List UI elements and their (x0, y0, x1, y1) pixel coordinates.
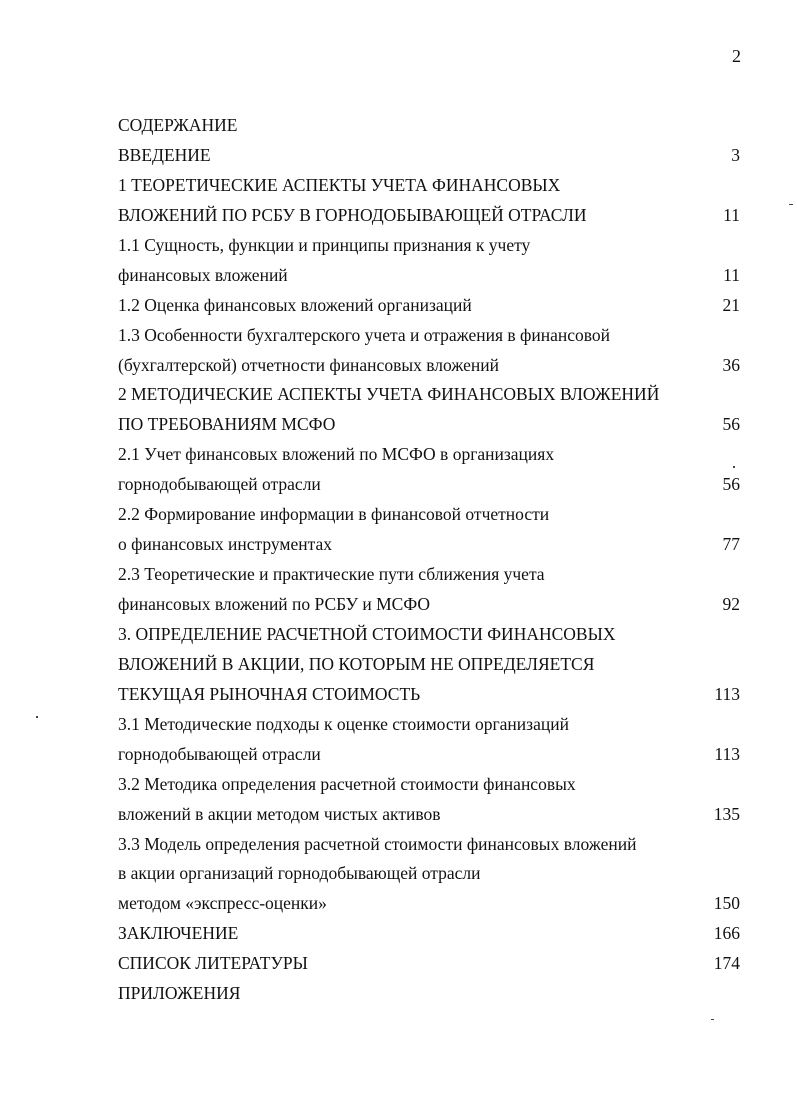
toc-page-number: 92 (722, 594, 740, 614)
toc-page-number: 166 (713, 923, 740, 944)
toc-entry-text: в акции организаций горнодобывающей отрасли (118, 863, 481, 884)
toc-line (118, 141, 740, 171)
toc-page-number: 36 (722, 354, 740, 375)
toc-page-number: 56 (722, 474, 740, 495)
toc-entry-text: 1.2 Оценка финансовых вложений организаций (118, 294, 472, 315)
toc-line (118, 859, 740, 889)
toc-entry-text: методом «экспресс-оценки» (118, 893, 327, 914)
toc-line (118, 111, 740, 141)
toc-line (118, 560, 740, 590)
toc-line (118, 201, 740, 231)
toc-entry-text: 1.3 Особенности бухгалтерского учета и отражения в финансовой (118, 324, 611, 345)
toc-page-number: 135 (713, 803, 740, 824)
toc-entry-text: финансовых вложений по РСБУ и МСФО (118, 594, 431, 614)
toc-line (118, 770, 740, 800)
toc-entry-text: о финансовых инструментах (118, 534, 332, 555)
toc-line (118, 650, 740, 680)
toc-line (118, 261, 740, 291)
toc-line (118, 740, 740, 770)
toc-entry-text: горнодобывающей отрасли (118, 474, 321, 495)
toc-entry-text: 3.1 Методические подходы к оценке стоимости организаций (118, 713, 569, 734)
toc-line (118, 710, 740, 740)
toc-line (118, 470, 740, 500)
toc-entry-text: СПИСОК ЛИТЕРАТУРЫ (118, 953, 308, 974)
toc-line (118, 620, 740, 650)
toc-entry-text: ТЕКУЩАЯ РЫНОЧНАЯ СТОИМОСТЬ (118, 683, 421, 704)
toc-line (118, 919, 740, 949)
scan-speck (733, 466, 735, 468)
toc-line (118, 680, 740, 710)
toc-line (118, 380, 740, 410)
table-of-contents (118, 111, 740, 1009)
scan-speck (36, 716, 38, 718)
toc-page-number: 3 (731, 144, 740, 165)
toc-page-number: 77 (722, 534, 740, 555)
toc-line (118, 291, 740, 321)
toc-entry-text: 2.2 Формирование информации в финансовой отчетности (118, 504, 550, 525)
toc-entry-text: финансовых вложений (118, 264, 288, 285)
toc-line (118, 590, 740, 620)
toc-line (118, 889, 740, 919)
toc-line (118, 949, 740, 979)
toc-page-number: 113 (714, 743, 740, 764)
toc-entry-text: ВЛОЖЕНИЙ В АКЦИИ, ПО КОТОРЫМ НЕ ОПРЕДЕЛЯЕТСЯ (118, 653, 595, 674)
toc-entry-text: ПРИЛОЖЕНИЯ (118, 983, 241, 1004)
toc-line (118, 231, 740, 261)
toc-line (118, 530, 740, 560)
toc-line (118, 171, 740, 201)
toc-entry-text: 2.3 Теоретические и практические пути сближения учета (118, 564, 545, 585)
toc-entry-text: горнодобывающей отрасли (118, 743, 321, 764)
toc-page-number: 150 (713, 893, 740, 914)
toc-entry-text: вложений в акции методом чистых активов (118, 803, 441, 824)
toc-line (118, 979, 740, 1009)
toc-line (118, 440, 740, 470)
toc-line (118, 321, 740, 351)
scan-speck (711, 1019, 714, 1020)
toc-line (118, 500, 740, 530)
toc-entry-text: 1.1 Сущность, функции и принципы признания к учету (118, 234, 531, 255)
toc-entry-text: 2 МЕТОДИЧЕСКИЕ АСПЕКТЫ УЧЕТА ФИНАНСОВЫХ ВЛОЖЕНИЙ (118, 384, 660, 405)
toc-entry-text: 3.3 Модель определения расчетной стоимости финансовых вложений (118, 833, 637, 854)
toc-page-number: 113 (714, 683, 740, 704)
toc-line (118, 830, 740, 860)
toc-entry-text: 2.1 Учет финансовых вложений по МСФО в организациях (118, 444, 555, 465)
scan-speck (789, 204, 793, 205)
toc-title: СОДЕРЖАНИЕ (118, 115, 238, 135)
toc-entry-text: 3. ОПРЕДЕЛЕНИЕ РАСЧЕТНОЙ СТОИМОСТИ ФИНАНСОВЫХ (118, 623, 616, 644)
toc-page-number: 56 (722, 414, 740, 435)
toc-page-number: 21 (722, 294, 740, 315)
toc-entry-text: ВЛОЖЕНИЙ ПО РСБУ В ГОРНОДОБЫВАЮЩЕЙ ОТРАСЛИ (118, 204, 587, 225)
toc-page-number: 11 (723, 204, 740, 225)
page-number: 2 (732, 46, 741, 66)
toc-line (118, 410, 740, 440)
toc-entry-text: ВВЕДЕНИЕ (118, 144, 211, 165)
toc-entry-text: (бухгалтерской) отчетности финансовых вложений (118, 354, 500, 375)
toc-page-number: 174 (713, 953, 740, 974)
toc-entry-text: ПО ТРЕБОВАНИЯМ МСФО (118, 414, 336, 435)
toc-entry-text: 1 ТЕОРЕТИЧЕСКИЕ АСПЕКТЫ УЧЕТА ФИНАНСОВЫХ (118, 174, 561, 195)
toc-page-number: 11 (723, 264, 740, 285)
toc-line (118, 351, 740, 381)
toc-line (118, 800, 740, 830)
toc-entry-text: ЗАКЛЮЧЕНИЕ (118, 923, 239, 944)
toc-entry-text: 3.2 Методика определения расчетной стоимости финансовых (118, 773, 576, 794)
